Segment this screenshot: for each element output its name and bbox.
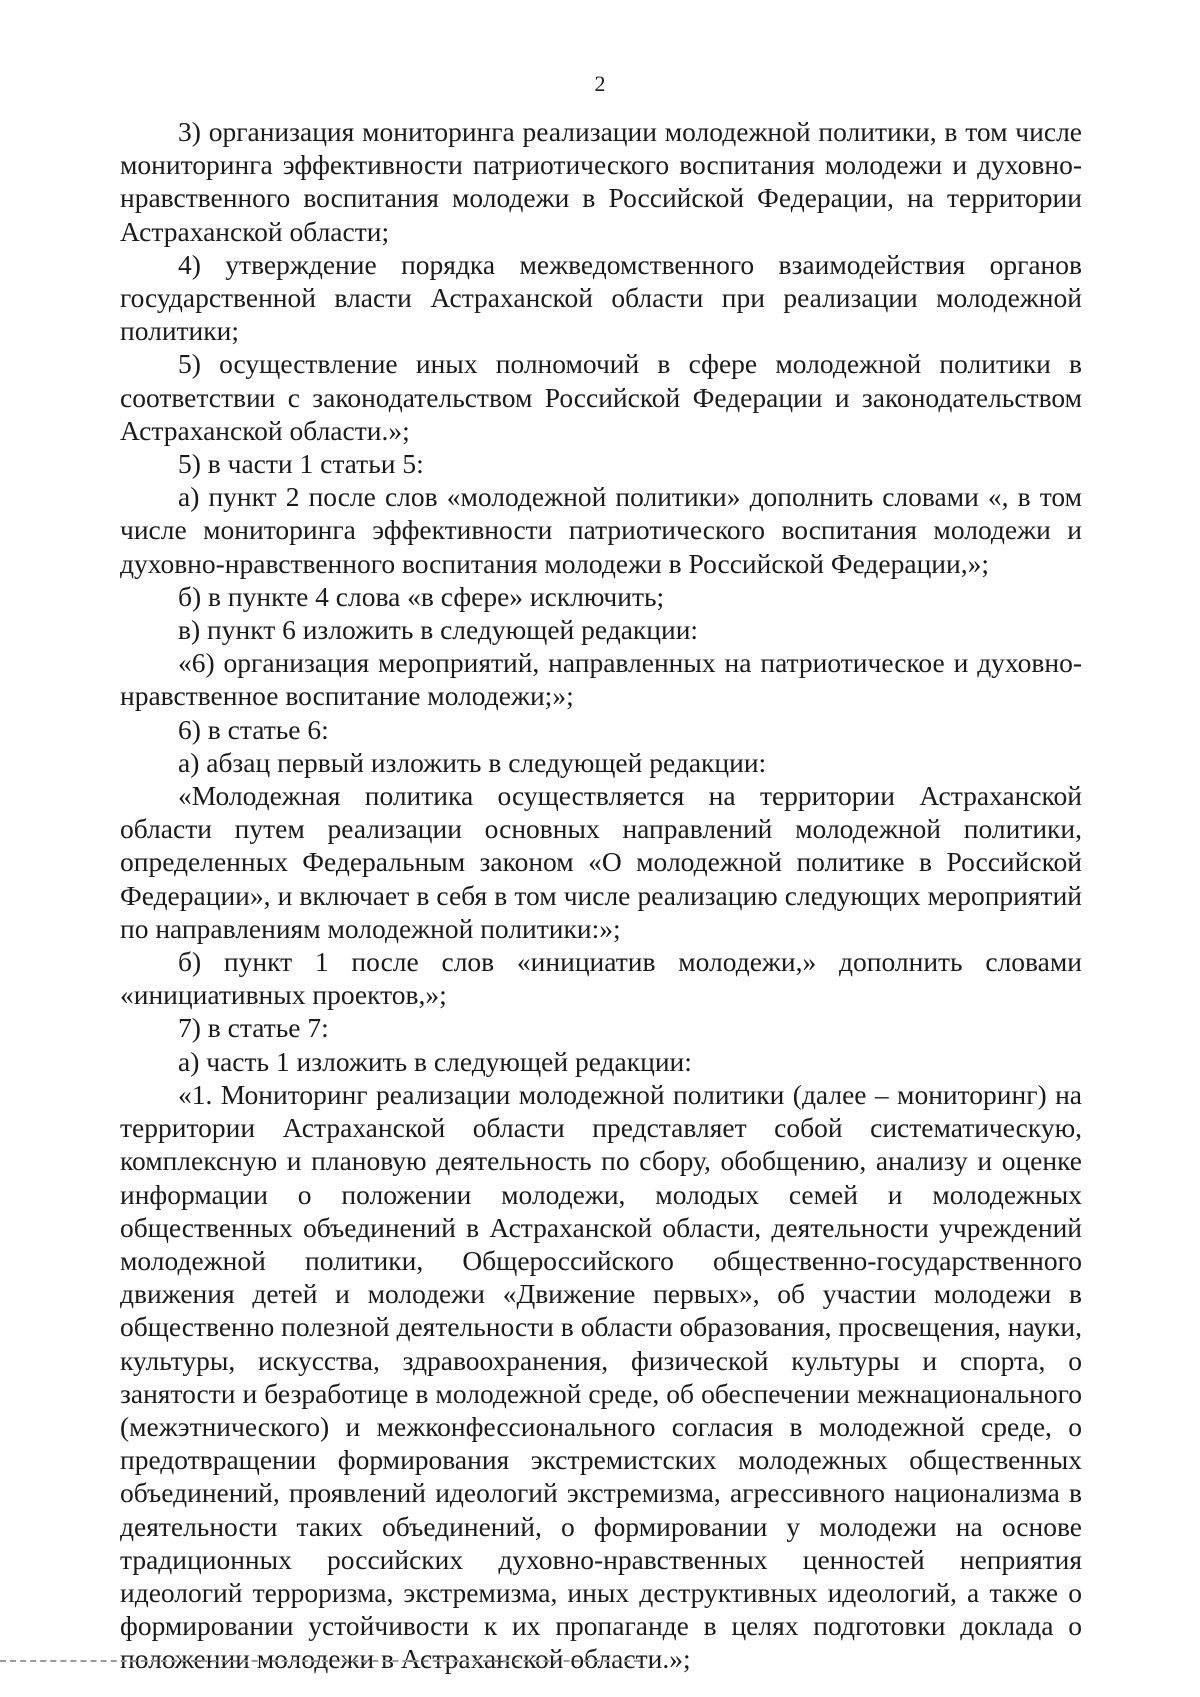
paragraph-item-5-other-powers: 5) осуществление иных полномочий в сфере молодежной политики в соответствии с законодательством Российской Федерации и законодательством Астраханской области.»; <box>120 348 1082 446</box>
paragraph-amendment-6a: а) абзац первый изложить в следующей редакции: <box>178 746 767 778</box>
paragraph-quoted-item-6: «6) организация мероприятий, направленных на патриотическое и духовно-нравственное воспитание молодежи;»; <box>120 647 1082 712</box>
paragraph-amendment-7: 7) в статье 7: <box>178 1012 329 1044</box>
paragraph-amendment-6b: б) пункт 1 после слов «инициатив молодежи,» дополнить словами «инициативных проектов,»; <box>120 946 1082 1011</box>
paragraph-amendment-5v: в) пункт 6 изложить в следующей редакции: <box>178 614 699 646</box>
paragraph-amendment-5: 5) в части 1 статьи 5: <box>178 448 424 480</box>
page-number: 2 <box>594 71 606 96</box>
paragraph-amendment-6: 6) в статье 6: <box>178 713 329 745</box>
scan-edge-rule <box>0 1660 640 1662</box>
paragraph-amendment-5b: б) в пункте 4 слова «в сфере» исключить; <box>178 580 665 612</box>
paragraph-quoted-monitoring-definition: «1. Мониторинг реализации молодежной политики (далее – мониторинг) на территории Астраханской области представляет собой систематическую, комплексную и плановую деятельность по сбору, обобщению, анализу и оценке информации о положении молодежи, молодых семей и молодежных общественных объединений в Астраханской области, деятельности учреждений молодежной политики, Общероссийского общественно-государственного движения детей и молодежи «Движение первых», об участии молодежи в общественно полезной деятельности в области образования, просвещения, науки, культуры, искусства, здравоохранения, физической культуры и спорта, о занятости и безработице в молодежной среде, об обеспечении межнационального (межэтнического) и межконфессионального согласия в молодежной среде, о предотвращении формирования экстремистских молодежных общественных объединений, проявлений идеологий экстремизма, агрессивного национализма в деятельности таких объединений, о формировании у молодежи на основе традиционных российских духовно-нравственных ценностей неприятия идеологий терроризма, экстремизма, иных деструктивных идеологий, а также о формировании устойчивости к их пропаганде в целях подготовки доклада о положении молодежи в Астраханской области.»; <box>120 1078 1082 1675</box>
document-body <box>120 115 1082 1676</box>
paragraph-amendment-5a: а) пункт 2 после слов «молодежной политики» дополнить словами «, в том числе мониторинга эффективности патриотического воспитания молодежи и духовно-нравственного воспитания молодежи в Российской Федерации,»; <box>120 481 1082 579</box>
paragraph-amendment-7a: а) часть 1 изложить в следующей редакции: <box>178 1045 692 1077</box>
paragraph-item-4-procedure: 4) утверждение порядка межведомственного взаимодействия органов государственной власти Астраханской области при реализации молодежной политики; <box>120 248 1082 347</box>
paragraph-item-3-monitoring: 3) организация мониторинга реализации молодежной политики, в том числе мониторинга эффективности патриотического воспитания молодежи и духовно-нравственного воспитания молодежи в Российской Федерации, на территории Астраханской области; <box>120 116 1082 247</box>
paragraph-quoted-youth-policy: «Молодежная политика осуществляется на территории Астраханской области путем реализации основных направлений молодежной политики, определенных Федеральным законом «О молодежной политике в Российской Федерации», и включает в себя в том числе реализацию следующих мероприятий по направлениям молодежной политики:»; <box>120 780 1082 944</box>
